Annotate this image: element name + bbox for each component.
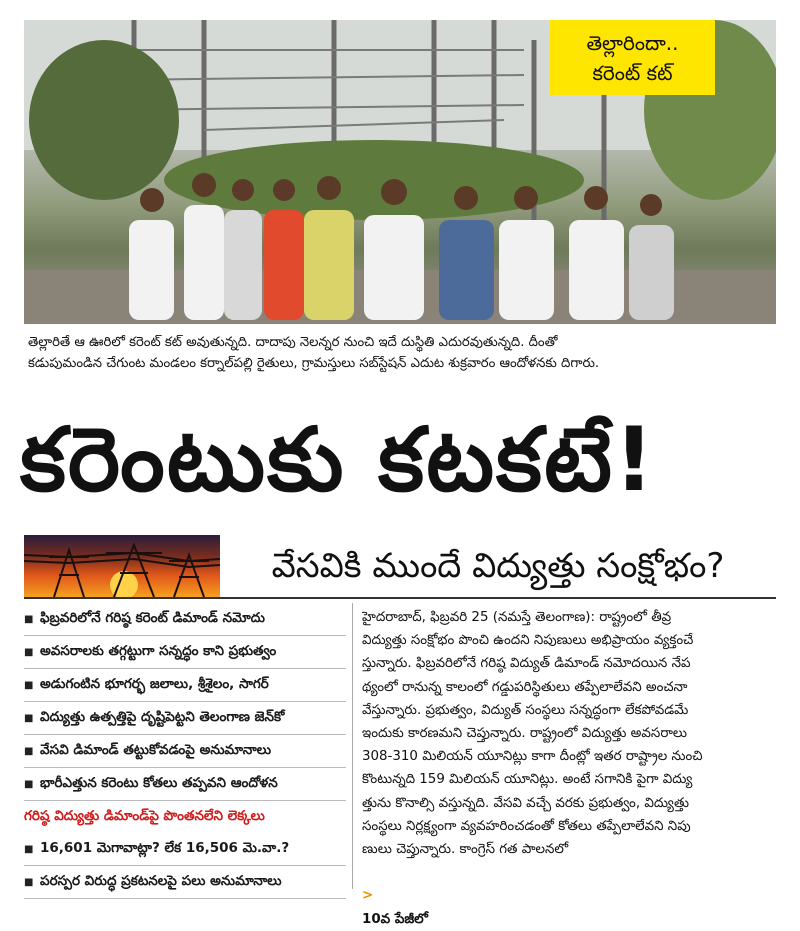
body-line: 308-310 మిలియన్ యూనిట్లు కాగా దీంట్లో ఇతర రాష్ట్రాల నుంచి (362, 749, 703, 765)
list-item: ■ అవసరాలకు తగ్గట్టుగా సన్నద్ధం కాని ప్రభుత్వం (24, 636, 346, 669)
list-item: ■ ఫిబ్రవరిలోనే గరిష్ఠ కరెంట్ డిమాండ్ నమోదు (24, 603, 346, 636)
bullet-icon: ■ (24, 712, 34, 724)
corner-tag (550, 20, 715, 95)
bullet-icon: ■ (24, 843, 34, 855)
caption-line: కడుపుమండిన చేగుంట మండలం కర్నాల్‌పల్లి రైతులు, గ్రామస్తులు సబ్‌స్టేషన్ ఎదుట శుక్రవారం ఆందోళనకు దిగారు. (28, 356, 600, 371)
bullet-icon: ■ (24, 778, 34, 790)
body-line: స్తున్నారు. ఫిబ్రవరిలోనే గరిష్ఠ విద్యుత్ డిమాండ్ నమోదయిన నేప (362, 656, 691, 672)
body-line: థ్యంలో రానున్న కాలంలో గడ్డుపరిస్థితులు తప్పేలాలేవని అంచనా (362, 679, 688, 695)
tower-silhouette-illustration (24, 535, 220, 597)
bullet-icon: ■ (24, 613, 34, 625)
list-item: ■ భారీఎత్తున కరెంటు కోతలు తప్పవని ఆందోళన (24, 768, 346, 801)
bullet-icon: ■ (24, 745, 34, 757)
body-line: విద్యుత్తు సంక్షోభం పొంచి ఉందని నిపుణులు అభిప్రాయం వ్యక్తంచే (362, 633, 694, 649)
caption-line: తెల్లారితే ఆ ఊరిలో కరెంట్ కట్ అవుతున్నది. దాదాపు నెలన్నర నుంచి ఇదే దుస్థితి ఎదురవుతున్నది. దీంతో (28, 335, 558, 350)
body-line: ఇందుకు కారణమని చెప్తున్నారు. రాష్ట్రంలో విద్యుత్తు అవసరాలు (362, 726, 687, 742)
article-body (362, 606, 776, 931)
bullet-icon: ■ (24, 679, 34, 691)
body-line: వేస్తున్నారు. ప్రభుత్వం, విద్యుత్ సంస్థలు సన్నద్ధంగా లేకపోవడమే (362, 702, 689, 718)
column-divider (352, 603, 353, 889)
news-photo (24, 20, 776, 324)
section-divider (24, 597, 776, 599)
list-item: ■ వేసవి డిమాండ్ తట్టుకోవడంపై అనుమానాలు (24, 735, 346, 768)
body-line-last: ణులు చెప్తున్నారు. కాంగ్రెస్ గత పాలనలో > 10వ పేజీలో (362, 838, 776, 931)
bullet-icon: ■ (24, 876, 34, 888)
arrow-right-icon: > (362, 888, 374, 904)
body-line: సంస్థలు నిర్లక్ష్యంగా వ్యవహరించడంతో కోతలు తప్పేలాలేవని నిపు (362, 818, 691, 834)
corner-tag-line1: తెల్లారిందా.. (586, 30, 679, 55)
list-item: ■ పరస్పర విరుద్ధ ప్రకటనలపై పలు అనుమానాలు (24, 866, 346, 899)
subheadline: వేసవికి ముందే విద్యుత్తు సంక్షోభం? (271, 546, 725, 586)
list-subheading: గరిష్ఠ విద్యుత్తు డిమాండ్‌పై పొంతనలేని లెక్కలు (24, 807, 265, 824)
headline: కరెంటుకు కటకటే! (20, 408, 657, 511)
body-line: కొంటున్నది 159 మిలియన్ యూనిట్లు. అంటే సగానికి పైగా విద్యు (362, 772, 693, 788)
list-item: ■ విద్యుత్తు ఉత్పత్తిపై దృష్టిపెట్టని తెలంగాణ జెన్‌కో (24, 702, 346, 735)
bullet-icon: ■ (24, 646, 34, 658)
corner-tag-line2: కరెంట్ కట్ (592, 60, 673, 85)
list-item: ■ 16,601 మెగావాట్లా? లేక 16,506 మె.వా.? (24, 833, 346, 866)
highlights-list (24, 603, 346, 899)
list-item: ■ అడుగంటిన భూగర్భ జలాలు, శ్రీశైలం, సాగర్ (24, 669, 346, 702)
continued-link[interactable]: > 10వ పేజీలో (362, 884, 776, 930)
body-line: హైదరాబాద్, ఫిబ్రవరి 25 (నమస్తే తెలంగాణ): రాష్ట్రంలో తీవ్ర (362, 610, 672, 625)
photo-caption (28, 332, 776, 374)
body-line: త్తును కొనాల్సి వస్తున్నది. వేసవి వచ్చే వరకు ప్రభుత్వం, విద్యుత్తు (362, 795, 689, 811)
power-tower-sunset-image (24, 535, 220, 597)
